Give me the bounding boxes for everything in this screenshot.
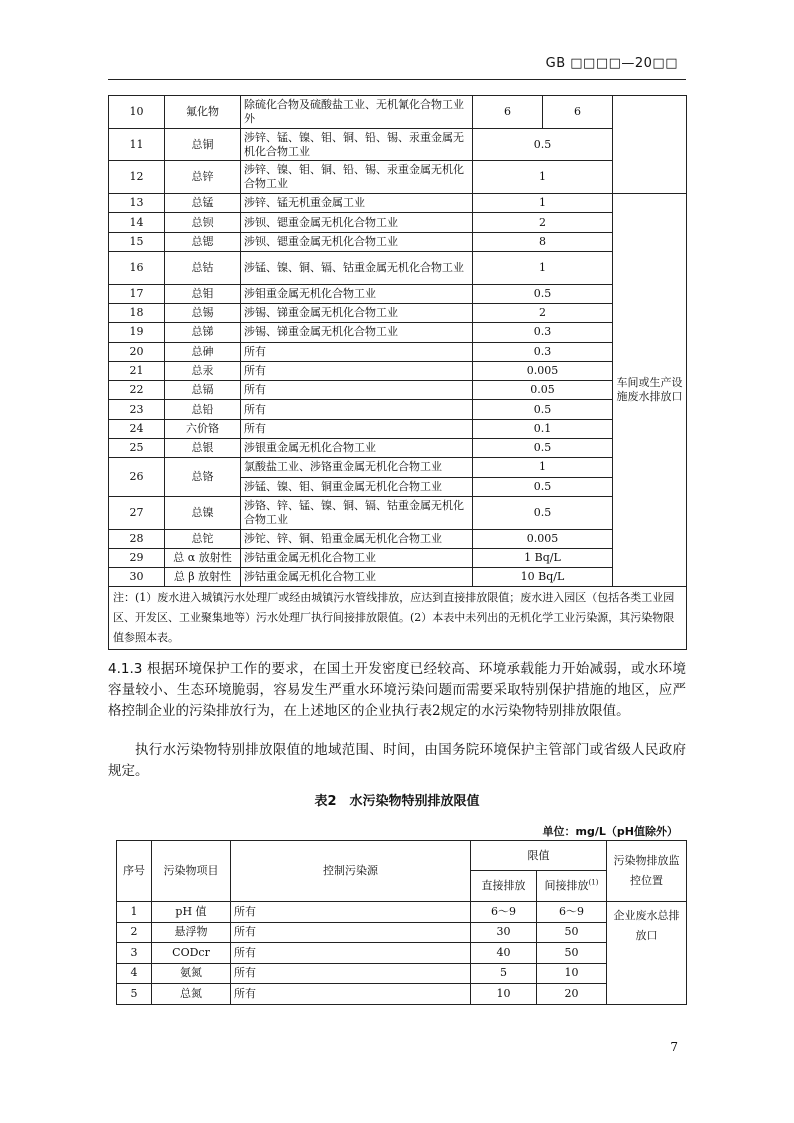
direct-limit: 30: [471, 922, 537, 943]
control-source: 所有: [241, 342, 473, 361]
pollutant-item: 总锶: [165, 232, 241, 251]
table-row: [109, 161, 687, 194]
limit-value: 0.3: [473, 342, 613, 361]
pollutant-item: 氟化物: [165, 96, 241, 129]
limit-value: 0.5: [473, 128, 613, 161]
control-source: 所有: [231, 963, 471, 984]
pollutant-item: 悬浮物: [152, 922, 231, 943]
standard-code: GB □□□□—20□□: [545, 56, 678, 71]
table-row: [109, 548, 687, 567]
header-direct: 直接排放: [471, 871, 537, 902]
direct-limit: 10: [471, 984, 537, 1005]
table-row: [109, 323, 687, 342]
pollutant-item: 总锌: [165, 161, 241, 194]
pollutant-item: 总锰: [165, 194, 241, 213]
direct-limit: 5: [471, 963, 537, 984]
control-source: 涉锡、锑重金属无机化合物工业: [241, 323, 473, 342]
monitor-location: 企业废水总排放口: [607, 902, 687, 1005]
row-number: 28: [109, 529, 165, 548]
limit-value: 0.1: [473, 419, 613, 438]
table-row: [117, 943, 687, 964]
header-indirect-label: 间接排放: [544, 879, 589, 892]
control-source: 涉锰、镍、钼、铜重金属无机化合物工业: [241, 477, 473, 496]
row-number: 25: [109, 439, 165, 458]
limit-value: 1 Bq/L: [473, 548, 613, 567]
emission-limits-table-continued: [108, 95, 687, 650]
control-source: 所有: [231, 902, 471, 923]
table-note-row: [109, 587, 687, 650]
control-source: 所有: [241, 400, 473, 419]
table-row: [109, 458, 687, 477]
limit-value: 2: [473, 303, 613, 322]
limit-value: 1: [473, 161, 613, 194]
row-number: 20: [109, 342, 165, 361]
clause-paragraph: 执行水污染物特别排放限值的地域范围、时间，由国务院环境保护主管部门或省级人民政府规定。: [108, 742, 686, 779]
limit-value: 0.005: [473, 361, 613, 380]
table-note: 注：(1）废水进入城镇污水处理厂或经由城镇污水管线排放，应达到直接排放限值；废水进入园区（包括各类工业园区、开发区、工业聚集地等）污水处理厂执行间接排放限值。(2）本表中未列出的无机化学工业污染源，其污染物限值参照本表。: [109, 587, 687, 650]
limit-value: 1: [473, 194, 613, 213]
monitor-location-blank: [613, 96, 687, 194]
control-source: 涉钡、锶重金属无机化合物工业: [241, 213, 473, 232]
indirect-limit: 50: [537, 943, 607, 964]
limit-value: 10 Bq/L: [473, 568, 613, 587]
limit-value: 0.5: [473, 496, 613, 529]
row-number: 15: [109, 232, 165, 251]
limit-value: 0.5: [473, 400, 613, 419]
limit-value: 2: [473, 213, 613, 232]
row-number: 1: [117, 902, 152, 923]
row-number: 14: [109, 213, 165, 232]
limit-value: 0.05: [473, 381, 613, 400]
row-number: 18: [109, 303, 165, 322]
header-indirect: [537, 871, 607, 902]
control-source: 涉铊、锌、铜、铅重金属无机化合物工业: [241, 529, 473, 548]
row-number: 11: [109, 128, 165, 161]
pollutant-item: 总钴: [165, 251, 241, 284]
indirect-limit: 6～9: [537, 902, 607, 923]
limit-value: 0.5: [473, 439, 613, 458]
clause-text: 根据环境保护工作的要求，在国土开发密度已经较高、环境承载能力开始减弱，或水环境容量较小、生态环境脆弱，容易发生严重水环境污染问题而需要采取特别保护措施的地区，应严格控制企业的污染排放行为，在上述地区的企业执行表2规定的水污染物特别排放限值。: [108, 661, 686, 719]
control-source: 所有: [231, 984, 471, 1005]
pollutant-item: 总 β 放射性: [165, 568, 241, 587]
control-source: 涉锌、锰、镍、钼、铜、铅、锡、汞重金属无机化合物工业: [241, 128, 473, 161]
pollutant-item: 总锑: [165, 323, 241, 342]
pollutant-item: 总银: [165, 439, 241, 458]
pollutant-item: 总汞: [165, 361, 241, 380]
row-number: 5: [117, 984, 152, 1005]
header-monitor: 污染物排放监控位置: [607, 841, 687, 902]
row-number: 16: [109, 251, 165, 284]
control-source: 涉钴重金属无机化合物工业: [241, 568, 473, 587]
row-number: 3: [117, 943, 152, 964]
pollutant-item: 总砷: [165, 342, 241, 361]
indirect-limit: 20: [537, 984, 607, 1005]
footnote-ref: (1): [588, 878, 599, 887]
limit-value: 1: [473, 251, 613, 284]
special-emission-limits-table: [116, 840, 687, 1005]
clause-4-1-3: [108, 659, 686, 722]
pollutant-item: 总氮: [152, 984, 231, 1005]
monitor-location: 车间或生产设施废水排放口: [613, 194, 687, 587]
pollutant-item: 氨氮: [152, 963, 231, 984]
table-row: [109, 96, 687, 129]
pollutant-item: 六价铬: [165, 419, 241, 438]
table-row: [109, 128, 687, 161]
pollutant-item: 总铅: [165, 400, 241, 419]
direct-limit: 6～9: [471, 902, 537, 923]
table-row: [109, 529, 687, 548]
header-limit: 限值: [471, 841, 607, 871]
table-caption: 表2 水污染物特别排放限值: [314, 794, 480, 809]
table-row: [109, 568, 687, 587]
table-row: [117, 902, 687, 923]
page-number: 7: [670, 1040, 678, 1054]
control-source: 氯酸盐工业、涉铬重金属无机化合物工业: [241, 458, 473, 477]
table-row: [109, 439, 687, 458]
row-number: 4: [117, 963, 152, 984]
control-source: 涉锰、镍、铜、镉、钴重金属无机化合物工业: [241, 251, 473, 284]
pollutant-item: pH 值: [152, 902, 231, 923]
direct-limit: 40: [471, 943, 537, 964]
table-row: [109, 361, 687, 380]
control-source: 除硫化合物及硫酸盐工业、无机氰化合物工业外: [241, 96, 473, 129]
table-row: [109, 284, 687, 303]
limit-value: 0.3: [473, 323, 613, 342]
row-number: 26: [109, 458, 165, 497]
table-row: [109, 400, 687, 419]
limit-value: 0.5: [473, 284, 613, 303]
indirect-limit: 50: [537, 922, 607, 943]
indirect-limit: 10: [537, 963, 607, 984]
control-source: 涉锡、锑重金属无机化合物工业: [241, 303, 473, 322]
pollutant-item: 总 α 放射性: [165, 548, 241, 567]
row-number: 17: [109, 284, 165, 303]
control-source: 所有: [241, 361, 473, 380]
table-row: [109, 232, 687, 251]
row-number: 24: [109, 419, 165, 438]
table-row: [109, 381, 687, 400]
control-source: 涉钴重金属无机化合物工业: [241, 548, 473, 567]
control-source: 涉钼重金属无机化合物工业: [241, 284, 473, 303]
table-row: [117, 963, 687, 984]
row-number: 30: [109, 568, 165, 587]
table-row: [109, 342, 687, 361]
header-item: 污染物项目: [152, 841, 231, 902]
pollutant-item: 总钼: [165, 284, 241, 303]
control-source: 所有: [241, 419, 473, 438]
table-row: [109, 194, 687, 213]
table-row: [117, 922, 687, 943]
row-number: 2: [117, 922, 152, 943]
pollutant-item: 总锡: [165, 303, 241, 322]
header-rule: [108, 79, 686, 80]
limit-value: 1: [473, 458, 613, 477]
control-source: 涉铬、锌、锰、镍、铜、镉、钴重金属无机化合物工业: [241, 496, 473, 529]
row-number: 13: [109, 194, 165, 213]
control-source: 涉银重金属无机化合物工业: [241, 439, 473, 458]
control-source: 所有: [241, 381, 473, 400]
row-number: 19: [109, 323, 165, 342]
table-row: [109, 496, 687, 529]
row-number: 29: [109, 548, 165, 567]
header-no: 序号: [117, 841, 152, 902]
table-row: [117, 984, 687, 1005]
row-number: 12: [109, 161, 165, 194]
control-source: 所有: [231, 922, 471, 943]
control-source: 涉钡、锶重金属无机化合物工业: [241, 232, 473, 251]
pollutant-item: 总镍: [165, 496, 241, 529]
header-source: 控制污染源: [231, 841, 471, 902]
control-source: 涉锌、镍、钼、铜、铅、锡、汞重金属无机化合物工业: [241, 161, 473, 194]
direct-limit: 6: [473, 96, 543, 129]
pollutant-item: 总镉: [165, 381, 241, 400]
limit-value: 8: [473, 232, 613, 251]
pollutant-item: CODcr: [152, 943, 231, 964]
table-row: [109, 213, 687, 232]
row-number: 27: [109, 496, 165, 529]
pollutant-item: 总铬: [165, 458, 241, 497]
row-number: 22: [109, 381, 165, 400]
table-row: [109, 303, 687, 322]
limit-value: 0.005: [473, 529, 613, 548]
control-source: 涉锌、锰无机重金属工业: [241, 194, 473, 213]
limit-value: 0.5: [473, 477, 613, 496]
table-row: [109, 251, 687, 284]
pollutant-item: 总铜: [165, 128, 241, 161]
clause-number: 4.1.3: [108, 661, 143, 677]
row-number: 23: [109, 400, 165, 419]
control-source: 所有: [231, 943, 471, 964]
pollutant-item: 总铊: [165, 529, 241, 548]
header-row: [117, 841, 687, 871]
unit-label: 单位：mg/L（pH值除外）: [542, 825, 678, 838]
row-number: 21: [109, 361, 165, 380]
table-row: [109, 419, 687, 438]
row-number: 10: [109, 96, 165, 129]
pollutant-item: 总钡: [165, 213, 241, 232]
indirect-limit: 6: [543, 96, 613, 129]
